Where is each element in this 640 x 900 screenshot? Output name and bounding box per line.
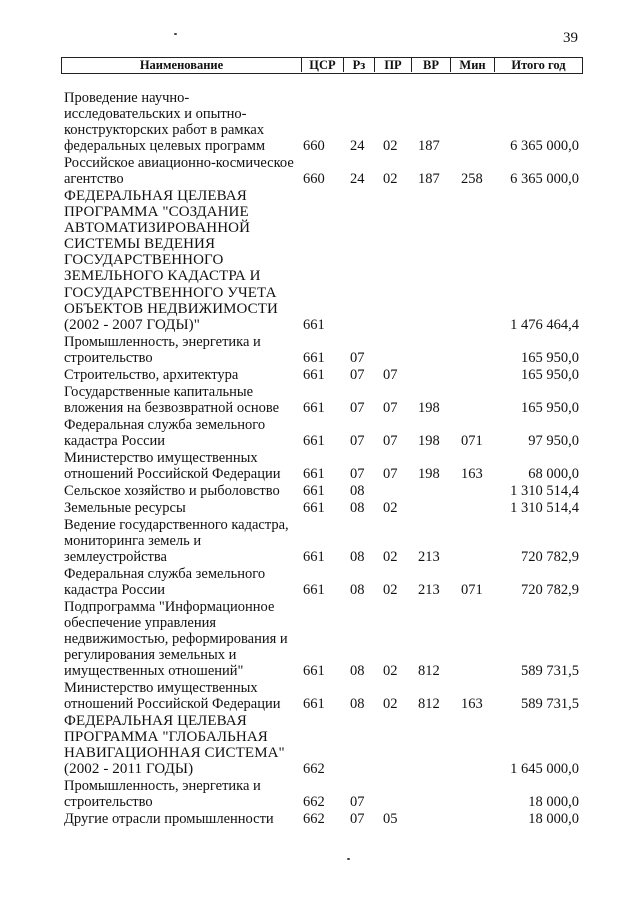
row-name-line: Другие отрасли промышленности (64, 811, 274, 827)
row-name (64, 188, 294, 333)
cell-min: 163 (461, 696, 483, 712)
row-name-line: ПРОГРАММА "СОЗДАНИЕ (64, 204, 249, 221)
row-name-line: Промышленность, энергетика и (64, 334, 261, 350)
row-name-line: землеустройства (64, 549, 167, 565)
row-name-line: обеспечение управления (64, 615, 217, 631)
column-header-min: Мин (451, 58, 495, 72)
row-name-line: кадастра России (64, 433, 166, 449)
column-header-csr: ЦСР (302, 58, 344, 72)
row-name-line: отношений Российской Федерации (64, 696, 281, 712)
cell-pr: 02 (383, 500, 398, 516)
table-row (0, 155, 640, 187)
row-name-line: Федеральная служба земельного (64, 417, 266, 433)
row-name-line: ФЕДЕРАЛЬНАЯ ЦЕЛЕВАЯ (64, 188, 247, 204)
row-name-line: (2002 - 2007 ГОДЫ)" (64, 316, 200, 333)
cell-csr: 661 (303, 367, 325, 383)
cell-total: 1 310 514,4 (510, 483, 579, 499)
row-name-line: Строительство, архитектура (64, 367, 239, 383)
row-name (64, 713, 294, 777)
row-name (64, 417, 294, 449)
cell-vr: 187 (418, 138, 440, 154)
cell-total: 18 000,0 (528, 811, 579, 827)
cell-rz: 07 (350, 433, 365, 449)
cell-vr: 198 (418, 400, 440, 416)
cell-pr: 02 (383, 549, 398, 565)
row-name-line: строительство (64, 350, 153, 366)
row-name-line: мониторинга земель и (64, 533, 202, 549)
cell-min: 163 (461, 466, 483, 482)
table-row (0, 384, 640, 416)
row-name (64, 811, 294, 827)
cell-vr: 198 (418, 466, 440, 482)
table-row (0, 517, 640, 565)
page-number: 39 (563, 30, 578, 46)
cell-pr: 02 (383, 663, 398, 679)
cell-pr: 02 (383, 582, 398, 598)
row-name-line: строительство (64, 794, 153, 810)
cell-csr: 661 (303, 466, 325, 482)
cell-vr: 198 (418, 433, 440, 449)
cell-pr: 02 (383, 138, 398, 154)
row-name (64, 367, 294, 383)
row-name-line: Сельское хозяйство и рыболовство (64, 483, 280, 499)
row-name (64, 517, 294, 565)
cell-total: 1 476 464,4 (510, 317, 579, 333)
scan-speck (174, 33, 177, 35)
row-name-line: АВТОМАТИЗИРОВАННОЙ (64, 220, 251, 237)
cell-rz: 07 (350, 811, 365, 827)
table-row (0, 500, 640, 516)
row-name-line: Земельные ресурсы (64, 500, 186, 516)
row-name-line: конструкторских работ в рамках (64, 122, 265, 138)
row-name (64, 483, 294, 499)
cell-rz: 08 (350, 663, 365, 679)
row-name-line: Министерство имущественных (64, 680, 258, 696)
cell-rz: 08 (350, 500, 365, 516)
row-name-line: ПРОГРАММА "ГЛОБАЛЬНАЯ (64, 729, 268, 746)
cell-total: 720 782,9 (521, 549, 579, 565)
row-name (64, 450, 294, 482)
row-name-line: Проведение научно- (64, 90, 190, 106)
row-name (64, 334, 294, 366)
cell-min: 258 (461, 171, 483, 187)
cell-vr: 187 (418, 171, 440, 187)
row-name (64, 384, 294, 416)
cell-total: 165 950,0 (521, 367, 579, 383)
row-name-line: регулирования земельных и (64, 647, 237, 663)
column-header-pr: ПР (375, 58, 412, 72)
cell-total: 165 950,0 (521, 350, 579, 366)
table-row (0, 680, 640, 712)
cell-pr: 07 (383, 433, 398, 449)
row-name-line: ЗЕМЕЛЬНОГО КАДАСТРА И (64, 268, 261, 285)
cell-csr: 661 (303, 663, 325, 679)
cell-rz: 07 (350, 350, 365, 366)
cell-total: 589 731,5 (521, 663, 579, 679)
cell-rz: 08 (350, 483, 365, 499)
row-name-line: вложения на безвозвратной основе (64, 400, 280, 416)
row-name-line: кадастра России (64, 582, 166, 598)
column-header-name: Наименование (62, 58, 302, 72)
row-name (64, 566, 294, 598)
row-name (64, 599, 294, 679)
cell-csr: 661 (303, 350, 325, 366)
row-name-line: агентство (64, 171, 124, 187)
column-header-total: Итого год (511, 58, 566, 72)
row-name-line: НАВИГАЦИОННАЯ СИСТЕМА" (64, 745, 285, 762)
cell-total: 1 310 514,4 (510, 500, 579, 516)
cell-csr: 661 (303, 433, 325, 449)
table-row (0, 811, 640, 827)
cell-pr: 07 (383, 400, 398, 416)
cell-csr: 662 (303, 794, 325, 810)
cell-rz: 24 (350, 138, 365, 154)
table-row (0, 599, 640, 679)
cell-rz: 07 (350, 367, 365, 383)
row-name (64, 155, 294, 187)
row-name (64, 90, 294, 154)
row-name (64, 500, 294, 516)
row-name-line: Подпрограмма "Информационное (64, 599, 275, 615)
cell-vr: 213 (418, 549, 440, 565)
cell-vr: 812 (418, 663, 440, 679)
row-name-line: отношений Российской Федерации (64, 466, 281, 482)
row-name-line: ФЕДЕРАЛЬНАЯ ЦЕЛЕВАЯ (64, 713, 247, 729)
table-row (0, 334, 640, 366)
cell-rz: 08 (350, 549, 365, 565)
table-row (0, 483, 640, 499)
cell-rz: 24 (350, 171, 365, 187)
row-name-line: Государственные капитальные (64, 384, 254, 400)
cell-rz: 07 (350, 794, 365, 810)
cell-csr: 661 (303, 696, 325, 712)
cell-pr: 07 (383, 367, 398, 383)
row-name (64, 778, 294, 810)
row-name-line: недвижимостью, реформирования и (64, 631, 288, 647)
column-header-vr: ВР (412, 58, 451, 72)
cell-pr: 05 (383, 811, 398, 827)
table-row (0, 188, 640, 333)
table-header (61, 57, 583, 74)
cell-total: 6 365 000,0 (510, 171, 579, 187)
table-row (0, 367, 640, 383)
cell-total: 165 950,0 (521, 400, 579, 416)
cell-rz: 08 (350, 696, 365, 712)
row-name-line: СИСТЕМЫ ВЕДЕНИЯ (64, 236, 216, 253)
cell-rz: 07 (350, 400, 365, 416)
cell-csr: 662 (303, 761, 325, 777)
cell-csr: 661 (303, 483, 325, 499)
cell-pr: 02 (383, 171, 398, 187)
row-name-line: имущественных отношений" (64, 663, 244, 679)
cell-total: 1 645 000,0 (510, 761, 579, 777)
table-row (0, 713, 640, 777)
cell-total: 720 782,9 (521, 582, 579, 598)
cell-csr: 662 (303, 811, 325, 827)
table-row (0, 90, 640, 154)
row-name-line: исследовательских и опытно- (64, 106, 247, 122)
cell-csr: 661 (303, 582, 325, 598)
row-name-line: Ведение государственного кадастра, (64, 517, 289, 533)
cell-min: 071 (461, 582, 483, 598)
cell-total: 18 000,0 (528, 794, 579, 810)
cell-total: 68 000,0 (528, 466, 579, 482)
cell-total: 589 731,5 (521, 696, 579, 712)
table-row (0, 450, 640, 482)
row-name-line: Промышленность, энергетика и (64, 778, 261, 794)
row-name-line: ГОСУДАРСТВЕННОГО УЧЕТА (64, 284, 277, 301)
table-row (0, 566, 640, 598)
row-name-line: (2002 - 2011 ГОДЫ) (64, 761, 194, 778)
row-name-line: Министерство имущественных (64, 450, 258, 466)
row-name-line: ГОСУДАРСТВЕННОГО (64, 252, 224, 269)
cell-csr: 660 (303, 171, 325, 187)
row-name-line: федеральных целевых программ (64, 138, 266, 154)
table-row (0, 778, 640, 810)
cell-csr: 661 (303, 549, 325, 565)
row-name-line: ОБЪЕКТОВ НЕДВИЖИМОСТИ (64, 300, 278, 317)
cell-rz: 07 (350, 466, 365, 482)
cell-vr: 213 (418, 582, 440, 598)
cell-csr: 660 (303, 138, 325, 154)
cell-csr: 661 (303, 500, 325, 516)
column-header-rz: Рз (344, 58, 375, 72)
row-name-line: Федеральная служба земельного (64, 566, 266, 582)
cell-pr: 07 (383, 466, 398, 482)
cell-csr: 661 (303, 317, 325, 333)
row-name-line: Российское авиационно-космическое (64, 155, 294, 171)
cell-rz: 08 (350, 582, 365, 598)
cell-min: 071 (461, 433, 483, 449)
cell-total: 97 950,0 (528, 433, 579, 449)
scan-speck (347, 858, 350, 860)
table-row (0, 417, 640, 449)
cell-total: 6 365 000,0 (510, 138, 579, 154)
cell-csr: 661 (303, 400, 325, 416)
row-name (64, 680, 294, 712)
cell-pr: 02 (383, 696, 398, 712)
cell-vr: 812 (418, 696, 440, 712)
